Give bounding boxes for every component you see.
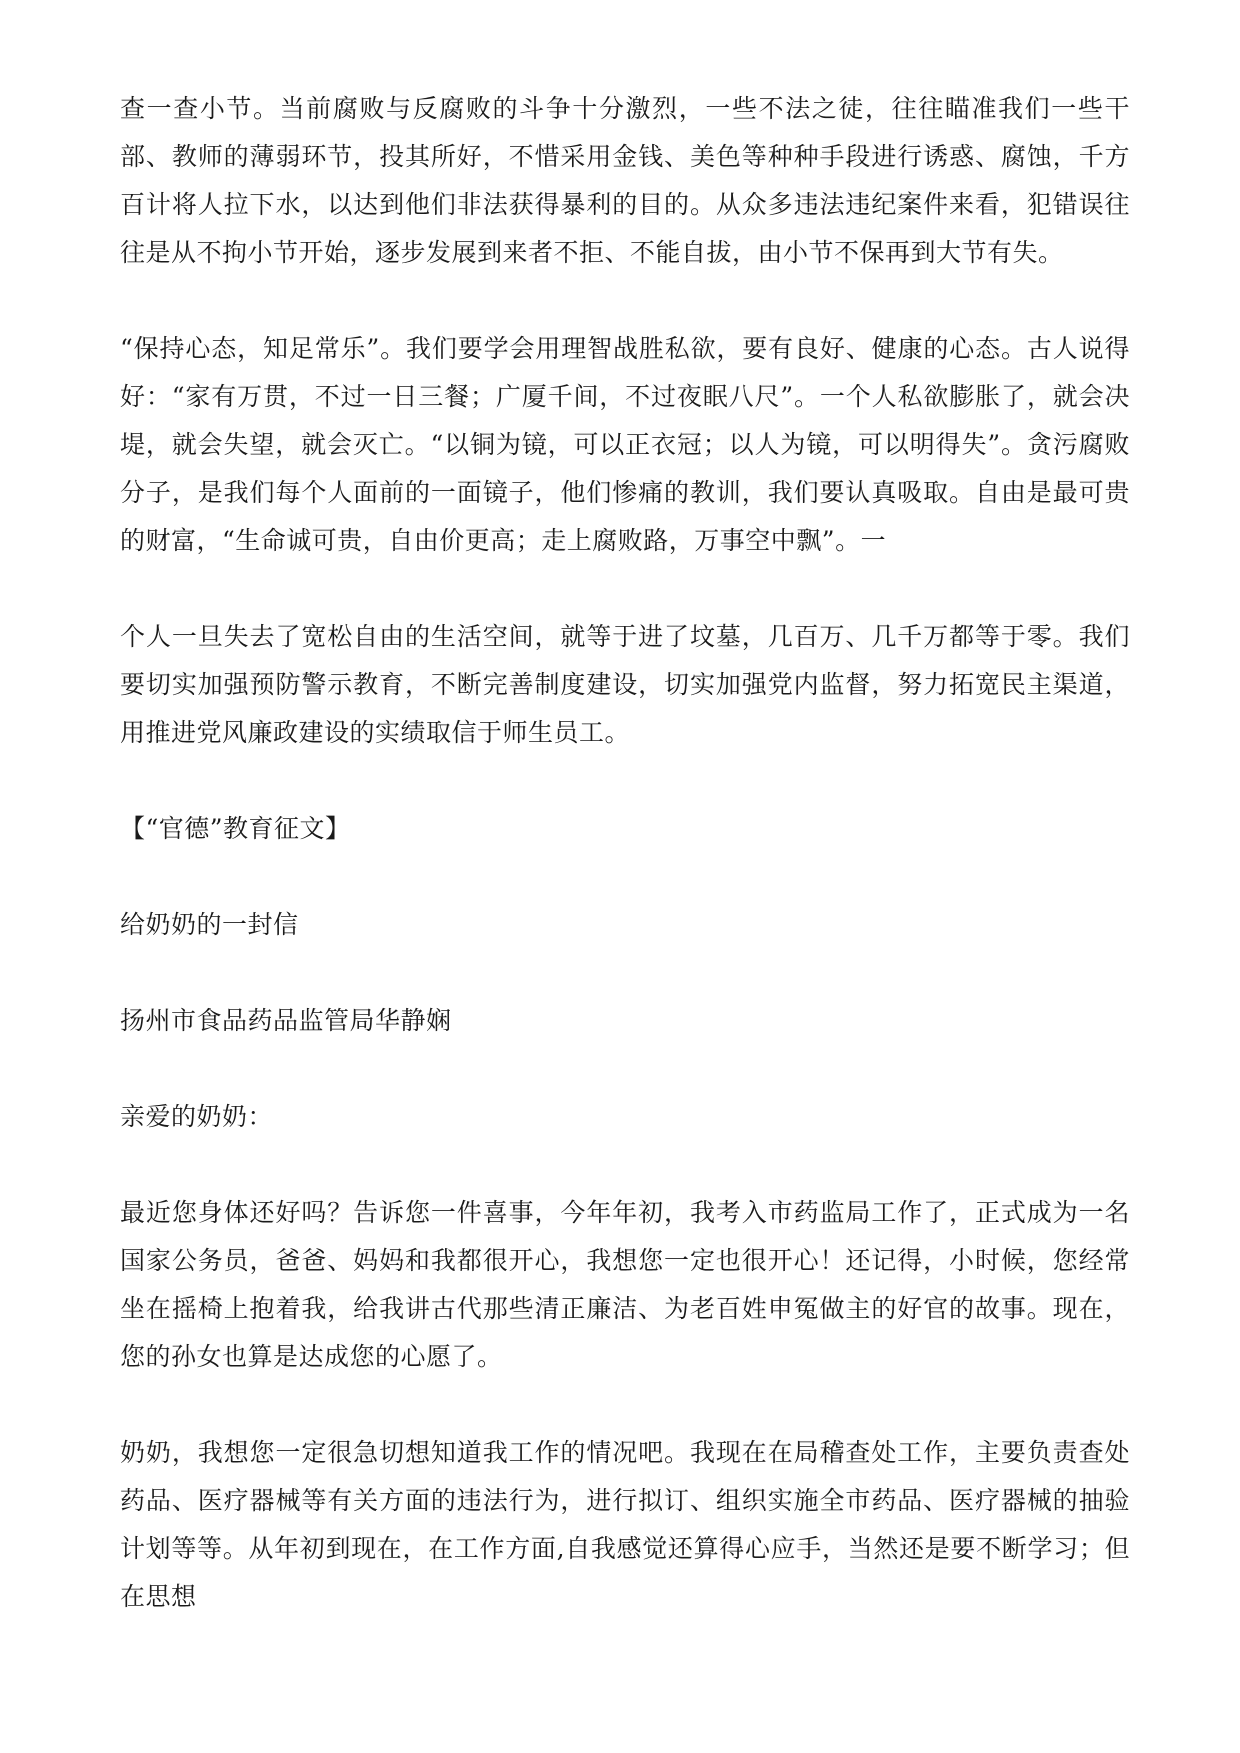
letter-title: 给奶奶的一封信 (120, 910, 299, 939)
letter-author: 扬州市食品药品监管局华静娴 (120, 1006, 452, 1035)
paragraph-supervision: 个人一旦失去了宽松自由的生活空间，就等于进了坟墓，几百万、几千万都等于零。我们要切实加强预防警示教育，不断完善制度建设，切实加强党内监督，努力拓宽民主渠道，用推进党风廉政建设的实绩取信于师生员工。 (120, 622, 1130, 747)
paragraph-mindset: “保持心态，知足常乐”。我们要学会用理智战胜私欲，要有良好、健康的心态。古人说得好：“家有万贯，不过一日三餐；广厦千间，不过夜眠八尺”。一个人私欲膨胀了，就会决堤，就会失望，就会灭亡。“以铜为镜，可以正衣冠；以人为镜，可以明得失”。贪污腐败分子，是我们每个人面前的一面镜子，他们惨痛的教训，我们要认真吸取。自由是最可贵的财富，“生命诚可贵，自由价更高；走上腐败路，万事空中飘”。一 (120, 334, 1130, 555)
letter-salutation: 亲爱的奶奶： (120, 1102, 274, 1131)
essay-category-heading: 【“官德”教育征文】 (120, 814, 351, 843)
document-body (120, 85, 1130, 1669)
paragraph-good-news: 最近您身体还好吗？告诉您一件喜事，今年年初，我考入市药监局工作了，正式成为一名国家公务员，爸爸、妈妈和我都很开心，我想您一定也很开心！还记得，小时候，您经常坐在摇椅上抱着我，给我讲古代那些清正廉洁、为老百姓申冤做主的好官的故事。现在，您的孙女也算是达成您的心愿了。 (120, 1198, 1130, 1371)
paragraph-work-situation: 奶奶，我想您一定很急切想知道我工作的情况吧。我现在在局稽查处工作，主要负责查处药品、医疗器械等有关方面的违法行为，进行拟订、组织实施全市药品、医疗器械的抽验计划等等。从年初到现在，在工作方面,自我感觉还算得心应手，当然还是要不断学习；但在思想 (120, 1438, 1130, 1611)
paragraph-small-details: 查一查小节。当前腐败与反腐败的斗争十分激烈，一些不法之徒，往往瞄准我们一些干部、教师的薄弱环节，投其所好，不惜采用金钱、美色等种种手段进行诱惑、腐蚀，千方百计将人拉下水，以达到他们非法获得暴利的目的。从众多违法违纪案件来看，犯错误往往是从不拘小节开始，逐步发展到来者不拒、不能自拔，由小节不保再到大节有失。 (120, 94, 1130, 267)
